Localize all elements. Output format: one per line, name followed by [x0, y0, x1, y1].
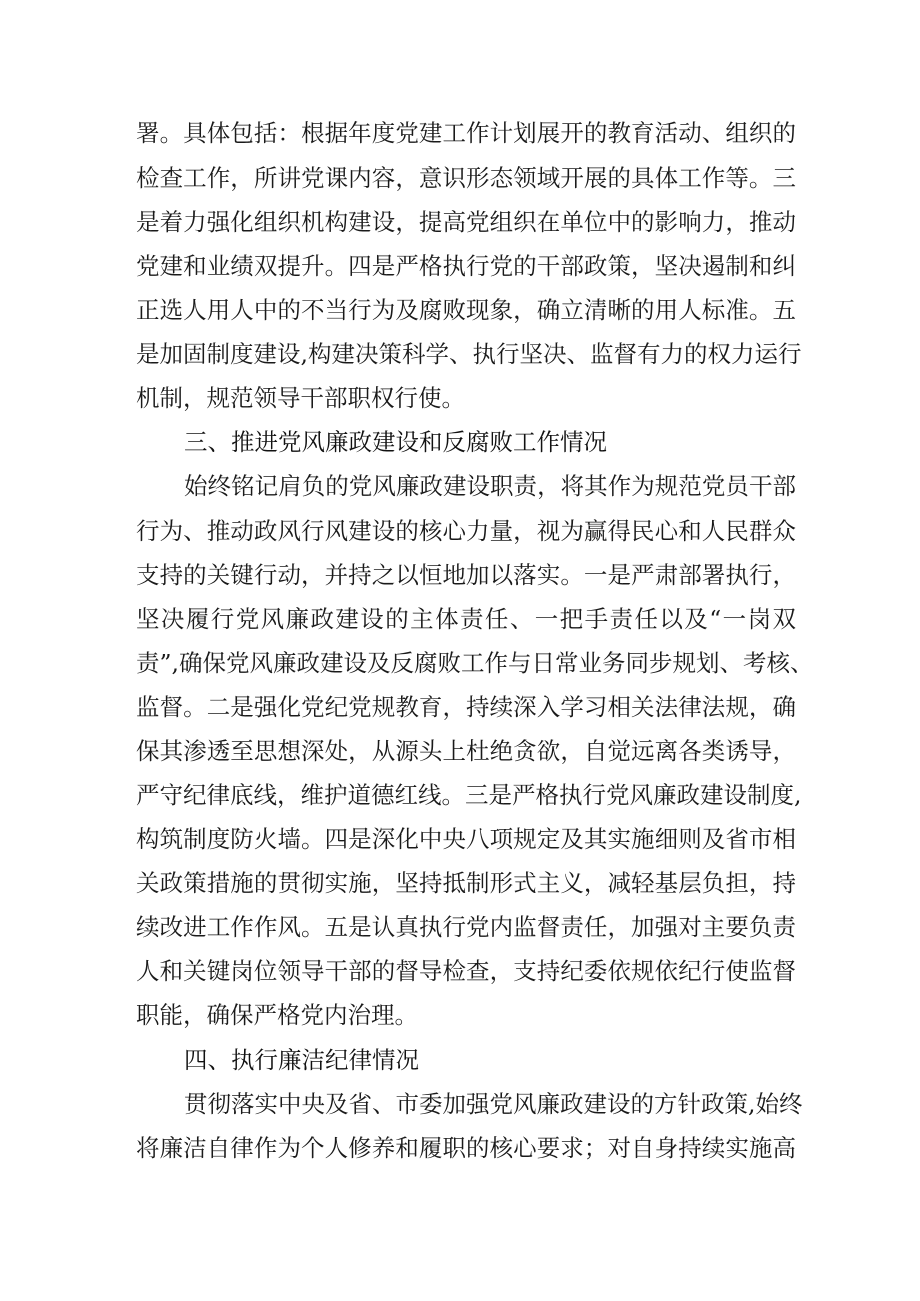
paragraph-line: 责”,确保党风廉政建设及反腐败工作与日常业务同步规划、考核、	[136, 649, 814, 677]
paragraph-line: 行为、推动政风行风建设的核心力量，视为赢得民心和人民群众	[136, 517, 796, 545]
paragraph-line: 人和关键岗位领导干部的督导检查，支持纪委依规依纪行使监督	[136, 957, 796, 985]
paragraph-line: 署。具体包括：根据年度党建工作计划展开的教育活动、组织的	[136, 119, 796, 147]
paragraph-line: 是加固制度建设,构建决策科学、执行坚决、监督有力的权力运行	[136, 340, 802, 368]
section-heading: 四、执行廉洁纪律情况	[184, 1046, 419, 1074]
paragraph-line: 检查工作，所讲党课内容，意识形态领域开展的具体工作等。三	[136, 164, 796, 192]
paragraph-line: 党建和业绩双提升。四是严格执行党的干部政策，坚决遏制和纠	[136, 252, 796, 280]
paragraph-line: 坚决履行党风廉政建设的主体责任、一把手责任以及“一岗双	[136, 605, 796, 633]
paragraph-line: 机制，规范领导干部职权行使。	[136, 384, 465, 412]
paragraph-line: 始终铭记肩负的党风廉政建设职责，将其作为规范党员干部	[184, 472, 796, 500]
paragraph-line: 将廉洁自律作为个人修养和履职的核心要求；对自身持续实施高	[136, 1134, 796, 1162]
paragraph-line: 支持的关键行动，并持之以恒地加以落实。一是严肃部署执行，	[136, 561, 796, 589]
paragraph-line: 保其渗透至思想深处，从源头上杜绝贪欲，自觉远离各类诱导，	[136, 737, 796, 765]
paragraph-line: 严守纪律底线，维护道德红线。三是严格执行党风廉政建设制度,	[136, 781, 802, 809]
paragraph-line: 正选人用人中的不当行为及腐败现象，确立清晰的用人标准。五	[136, 296, 796, 324]
section-heading: 三、推进党风廉政建设和反腐败工作情况	[184, 428, 607, 456]
paragraph-line: 是着力强化组织机构建设，提高党组织在单位中的影响力，推动	[136, 208, 796, 236]
paragraph-line: 监督。二是强化党纪党规教育，持续深入学习相关法律法规，确	[136, 693, 796, 721]
paragraph-line: 关政策措施的贯彻实施，坚持抵制形式主义，减轻基层负担，持	[136, 869, 796, 897]
paragraph-line: 构筑制度防火墙。四是深化中央八项规定及其实施细则及省市相	[136, 825, 796, 853]
paragraph-line: 职能，确保严格党内治理。	[136, 1001, 418, 1029]
paragraph-line: 贯彻落实中央及省、市委加强党风廉政建设的方针政策,始终	[184, 1090, 803, 1118]
paragraph-line: 续改进工作作风。五是认真执行党内监督责任，加强对主要负责	[136, 913, 796, 941]
